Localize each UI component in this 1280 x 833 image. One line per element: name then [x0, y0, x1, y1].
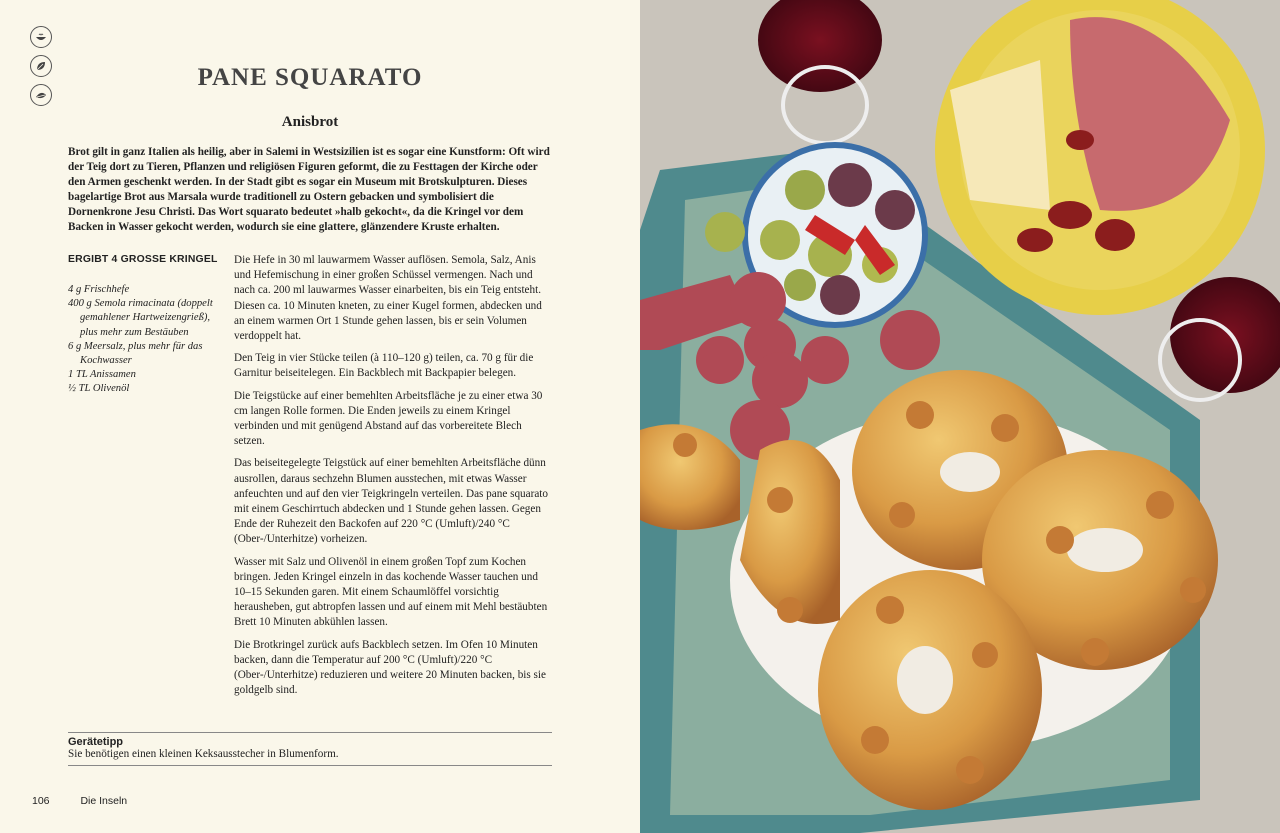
- tip-text: Sie benötigen einen kleinen Keksausstecher in Blumenform.: [68, 748, 339, 760]
- ingredient-item: 4 g Frischhefe: [68, 284, 130, 295]
- recipe-intro: Brot gilt in ganz Italien als heilig, aber in Salemi in Westsizilien ist es sogar eine Kunstform: Oft wird der Teig dort zu Tieren, Pflanzen und religiösen Figuren geformt, die zu Festtagen der Kirche oder den Armen geschenkt werden. In der Stadt gibt es sogar ein Museum mit Brotskulpturen. Dieses bagelartige Brot aus Marsala wurde traditionell zu Ostern gebacken und symbolisiert die Dornenkrone Jesu Christi. Das Wort squarato bedeutet »halb gekocht«, da die Kringel vor dem Backen in Wasser gekocht werden, wodurch sie eine glattere, glänzendere Kruste erhalten.: [68, 146, 550, 234]
- ingredient-list: [68, 283, 218, 397]
- page-number: 106: [32, 795, 50, 807]
- method-step: Wasser mit Salz und Olivenöl in einem großen Topf zum Kochen bringen. Jeden Kringel einzeln in das kochende Wasser tauchen und 10–15 Sekunden garen. Mit einem Schaumlöffel vorsichtig herausheben, gut abtropfen lassen und auf einem mit Mehl bestäubten Brett 10 Minuten abkühlen lassen.: [234, 555, 548, 629]
- leaf-icon: [30, 55, 52, 77]
- bowl-icon: [30, 26, 52, 48]
- method-step: Den Teig in vier Stücke teilen (à 110–120 g) teilen, ca. 70 g für die Garnitur beiseitelegen. Ein Backblech mit Backpapier belegen.: [234, 352, 534, 380]
- ingredient-item: 6 g Meersalz, plus mehr für das Kochwasser: [68, 340, 203, 367]
- yield-label: ERGIBT 4 GROSSE KRINGEL: [68, 254, 218, 265]
- equipment-tip: [68, 732, 552, 766]
- ingredient-item: ½ TL Olivenöl: [68, 383, 130, 395]
- food-photo-page: [640, 0, 1280, 833]
- ingredient-item: 400 g Semola rimacinata (doppelt gemahlener Hartweizengrieß), plus mehr zum Bestäuben: [68, 298, 213, 338]
- method-step: Die Brotkringel zurück aufs Backblech setzen. Im Ofen 10 Minuten backen, dann die Temperatur auf 200 °C (Umluft)/220 °C (Ober-/Unterhitze) reduzieren und weitere 20 Minuten backen, bis sie goldgelb sind.: [234, 638, 546, 697]
- method-step: Die Hefe in 30 ml lauwarmem Wasser auflösen. Semola, Salz, Anis und Hefemischung in einer großen Schüssel vermengen. Nach und nach ca. 200 ml lauwarmes Wasser einarbeiten, bis ein Teig entsteht. Diesen ca. 10 Minuten kneten, zu einer Kugel formen, abdecken und an einem warmen Ort 1 Stunde gehen lassen, bis er sein Volumen verdoppelt hat.: [234, 254, 542, 343]
- method-step: Das beiseitegelegte Teigstück auf einer bemehlten Arbeitsfläche dünn ausrollen, daraus sechzehn Blumen ausstechen, mit etwas Wasser anfeuchten und auf den vier Teigkringeln verteilen. Das pane squarato mit einem Geschirrtuch abdecken und 1 Stunde gehen lassen. Gegen Ende der Ruhezeit den Backofen auf 220 °C (Umluft)/240 °C (Ober-/Unterhitze) vorheizen.: [234, 457, 549, 546]
- food-photo: [640, 0, 1280, 833]
- section-name: Die Inseln: [80, 795, 128, 807]
- diet-icons: [30, 26, 52, 113]
- recipe-subtitle: Anisbrot: [281, 114, 339, 130]
- leaf-circle-icon: [30, 84, 52, 106]
- ingredient-item: 1 TL Anissamen: [68, 369, 136, 381]
- ingredients-column: [68, 253, 218, 397]
- page-footer: [32, 795, 127, 807]
- recipe-title: PANE SQUARATO: [197, 64, 423, 91]
- tip-title: Gerätetipp: [68, 736, 124, 748]
- method-step: Die Teigstücke auf einer bemehlten Arbeitsfläche je zu einer etwa 30 cm langen Rolle formen. Die Enden jeweils zu einem Kringel verbinden und mit genügend Abstand auf das vorbereitete Blech setzen.: [234, 389, 543, 448]
- bread-ring: [818, 570, 1042, 810]
- method-steps: [234, 253, 552, 705]
- olive: [705, 212, 745, 252]
